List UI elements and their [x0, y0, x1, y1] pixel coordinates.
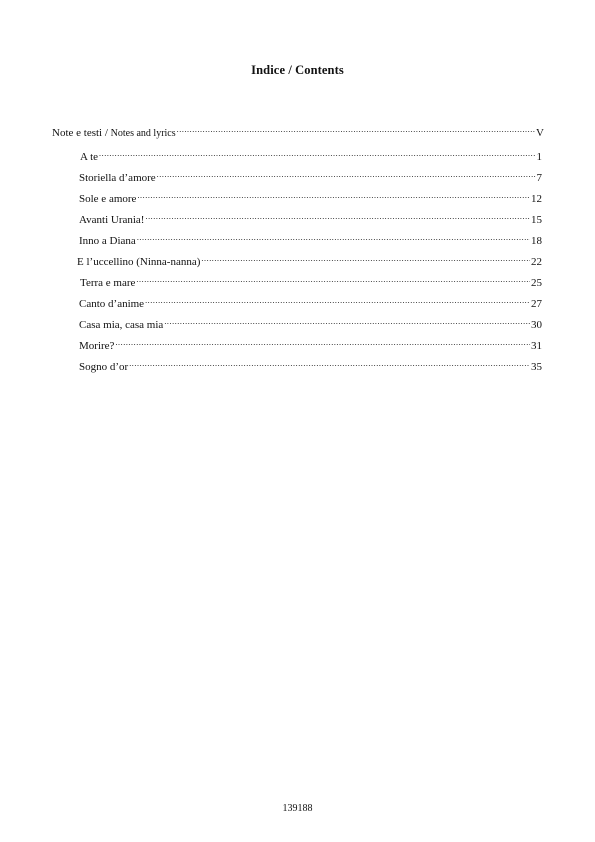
- toc-page-number: 18: [531, 235, 542, 247]
- toc-page-number: 31: [531, 340, 542, 352]
- toc-entry[interactable]: [79, 293, 542, 310]
- toc-entry-title: E l’uccellino (Ninna-nanna): [77, 256, 201, 268]
- toc-entry[interactable]: [79, 167, 542, 184]
- toc-page-number: V: [536, 127, 544, 139]
- toc-dot-leader: [145, 293, 530, 307]
- toc-entry-title: Casa mia, casa mia: [79, 319, 164, 331]
- toc-page-number: 27: [531, 298, 542, 310]
- toc-dot-leader: [137, 188, 530, 202]
- toc-entry[interactable]: [79, 314, 542, 331]
- toc-dot-leader: [164, 314, 530, 328]
- toc-entry[interactable]: [79, 188, 542, 205]
- toc-page-number: 22: [531, 256, 542, 268]
- toc-entry-notes[interactable]: [52, 122, 544, 139]
- toc-entry-title: A te: [80, 151, 99, 163]
- toc-entry[interactable]: [80, 146, 542, 163]
- toc-dot-leader: [145, 209, 530, 223]
- toc-entry-title: Terra e mare: [80, 277, 136, 289]
- toc-entry[interactable]: [77, 251, 542, 268]
- toc-entry-title: Morire?: [79, 340, 115, 352]
- toc-entry-title: Avanti Urania!: [79, 214, 145, 226]
- toc-entry-title: Note e testi / Notes and lyrics: [52, 127, 176, 139]
- toc-dot-leader: [129, 356, 530, 370]
- toc-page-number: 12: [531, 193, 542, 205]
- toc-entry[interactable]: [79, 209, 542, 226]
- toc-page-number: 7: [536, 172, 542, 184]
- toc-dot-leader: [136, 272, 530, 286]
- toc-dot-leader: [137, 230, 530, 244]
- toc-entry-title: Sole e amore: [79, 193, 137, 205]
- toc-page-number: 35: [531, 361, 542, 373]
- toc-entry[interactable]: [80, 272, 542, 289]
- toc-page-number: 25: [531, 277, 542, 289]
- footer-code: 139188: [282, 803, 313, 814]
- toc-entry-title: Sogno d’or: [79, 361, 129, 373]
- toc-page-number: 15: [531, 214, 542, 226]
- toc-dot-leader: [157, 167, 536, 181]
- toc-entry[interactable]: [79, 356, 542, 373]
- toc-page-number: 1: [536, 151, 542, 163]
- page-title: Indice / Contents: [251, 63, 344, 77]
- toc-dot-leader: [99, 146, 535, 160]
- toc-dot-leader: [201, 251, 530, 265]
- toc-dot-leader: [115, 335, 530, 349]
- toc-entry-title: Canto d’anime: [79, 298, 145, 310]
- toc-entry[interactable]: [79, 230, 542, 247]
- toc-page-number: 30: [531, 319, 542, 331]
- toc-entry-title: Storiella d’amore: [79, 172, 156, 184]
- toc-entry-title: Inno a Diana: [79, 235, 136, 247]
- toc-dot-leader: [177, 122, 535, 136]
- toc-entry[interactable]: [79, 335, 542, 352]
